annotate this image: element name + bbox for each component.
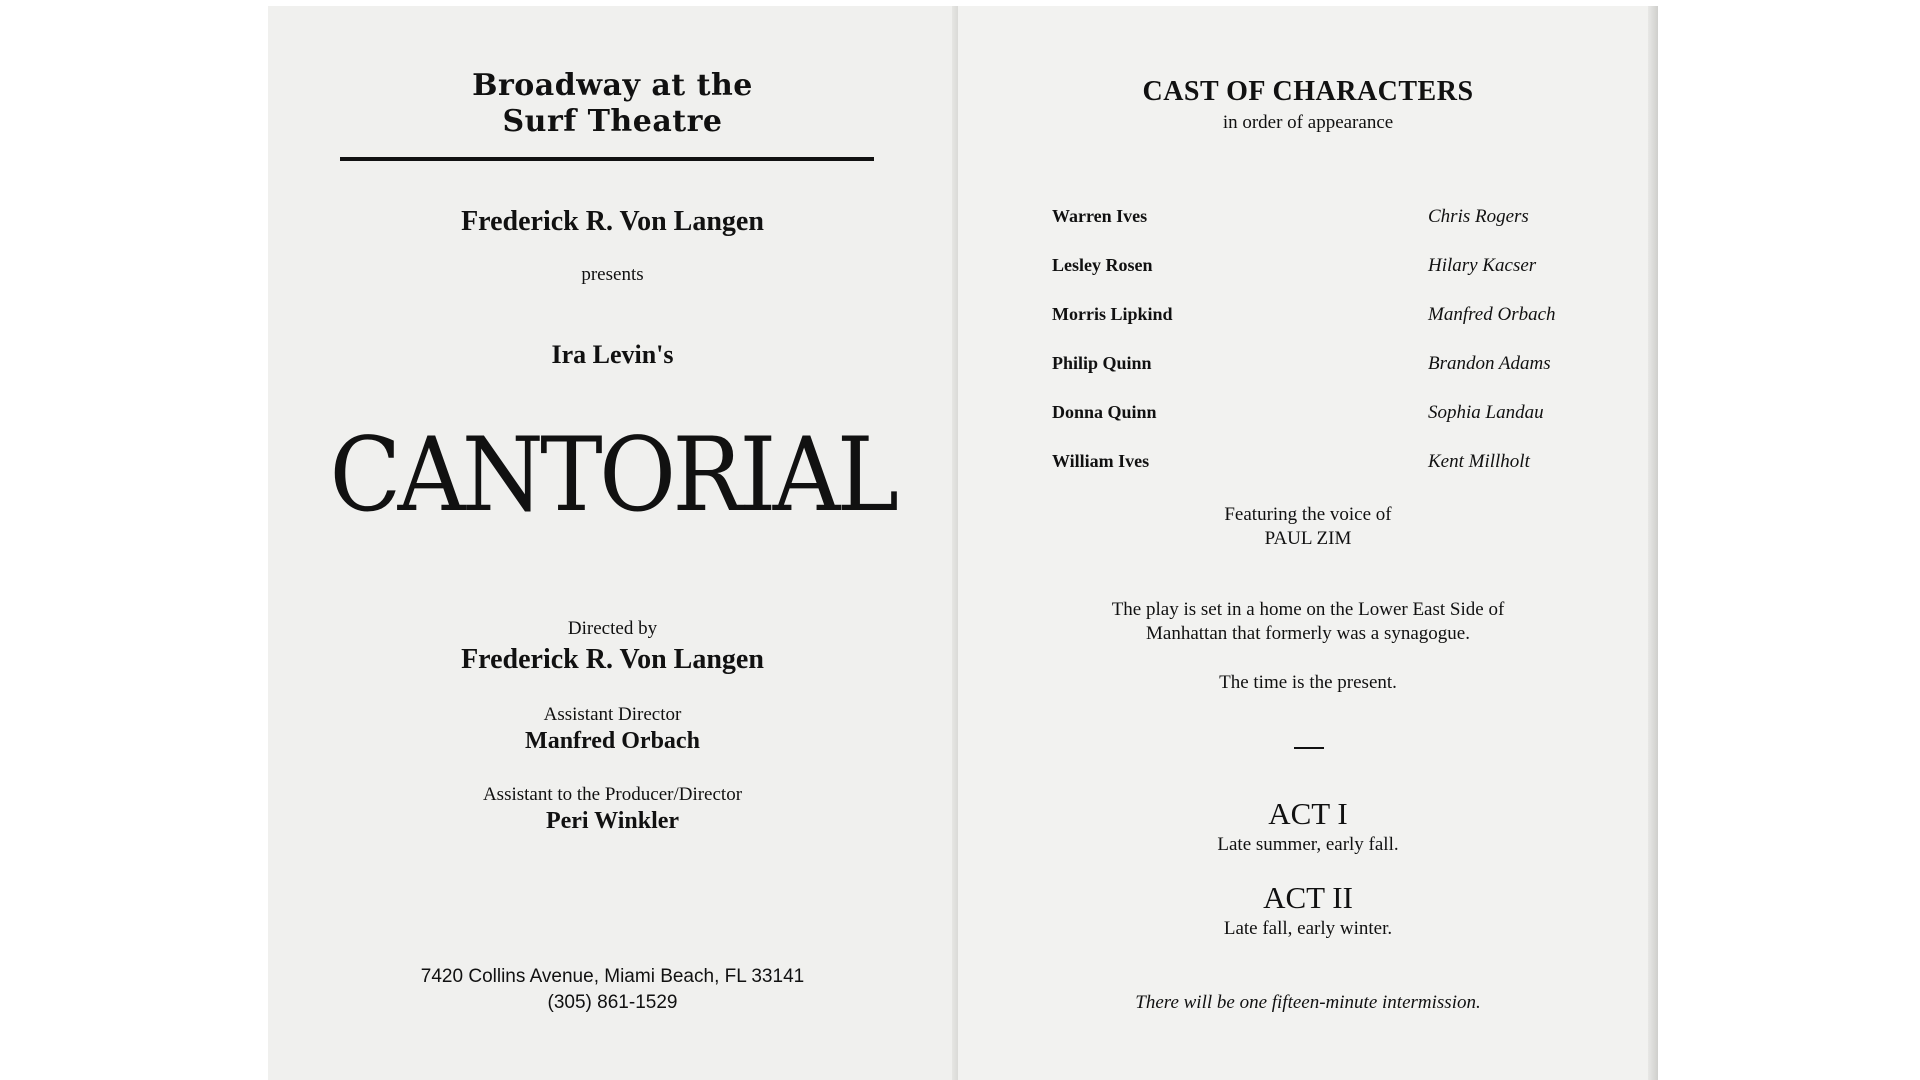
assistant-director-name: Manfred Orbach (525, 728, 700, 754)
cast-list (1052, 206, 1578, 500)
actor-name: Hilary Kacser (1428, 255, 1537, 276)
section-divider (1294, 747, 1324, 749)
cast-row (1052, 304, 1578, 353)
time-description: The time is the present. (1219, 672, 1397, 693)
cast-row (1052, 206, 1578, 255)
character-name: Warren Ives (1052, 206, 1148, 226)
featuring-label: Featuring the voice of (1224, 504, 1392, 525)
heading-rule (340, 157, 874, 161)
theatre-address: 7420 Collins Avenue, Miami Beach, FL 33141 (420, 966, 805, 987)
character-name: William Ives (1052, 451, 1150, 471)
character-name: Donna Quinn (1052, 402, 1157, 422)
venue-heading (268, 68, 957, 140)
cast-row (1052, 353, 1578, 402)
cast-subheading: in order of appearance (1222, 112, 1394, 133)
playwright-name: Ira Levin's (551, 340, 674, 369)
director-name: Frederick R. Von Langen (461, 644, 764, 675)
producer-name: Frederick R. Von Langen (461, 206, 764, 237)
character-name: Lesley Rosen (1052, 255, 1153, 275)
venue-line-2: Surf Theatre (502, 104, 723, 139)
act-1-title: ACT I (1268, 796, 1348, 831)
right-page (958, 6, 1658, 1080)
assistant-director-label: Assistant Director (543, 704, 682, 725)
actor-name: Manfred Orbach (1428, 304, 1556, 325)
play-title: CANTORIAL (329, 416, 896, 535)
assistant-producer-label: Assistant to the Producer/Director (482, 784, 743, 805)
presents-label: presents (581, 264, 644, 285)
actor-name: Sophia Landau (1428, 402, 1544, 423)
cast-row (1052, 255, 1578, 304)
actor-name: Chris Rogers (1428, 206, 1529, 227)
act-2-description: Late fall, early winter. (1223, 918, 1393, 939)
act-2-title: ACT II (1263, 880, 1353, 915)
act-1-description: Late summer, early fall. (1217, 834, 1399, 855)
theatre-address-block (268, 964, 957, 1016)
assistant-producer-name: Peri Winkler (545, 808, 680, 834)
left-page (268, 6, 958, 1080)
setting-description (958, 598, 1658, 646)
setting-line-1: The play is set in a home on the Lower East Side of (1111, 599, 1505, 620)
directed-by-label: Directed by (567, 618, 658, 639)
character-name: Philip Quinn (1052, 353, 1152, 373)
featuring-name: PAUL ZIM (1264, 528, 1352, 549)
actor-name: Brandon Adams (1428, 353, 1551, 374)
cast-row (1052, 451, 1578, 500)
program-booklet (268, 6, 1658, 1080)
theatre-phone: (305) 861-1529 (547, 992, 678, 1013)
character-name: Morris Lipkind (1052, 304, 1173, 324)
setting-line-2: Manhattan that formerly was a synagogue. (1146, 623, 1470, 644)
venue-line-1: Broadway at the (472, 68, 753, 103)
cast-row (1052, 402, 1578, 451)
actor-name: Kent Millholt (1428, 451, 1530, 472)
intermission-note: There will be one fifteen-minute intermission. (1135, 992, 1481, 1013)
cast-heading: CAST OF CHARACTERS (1142, 76, 1474, 107)
